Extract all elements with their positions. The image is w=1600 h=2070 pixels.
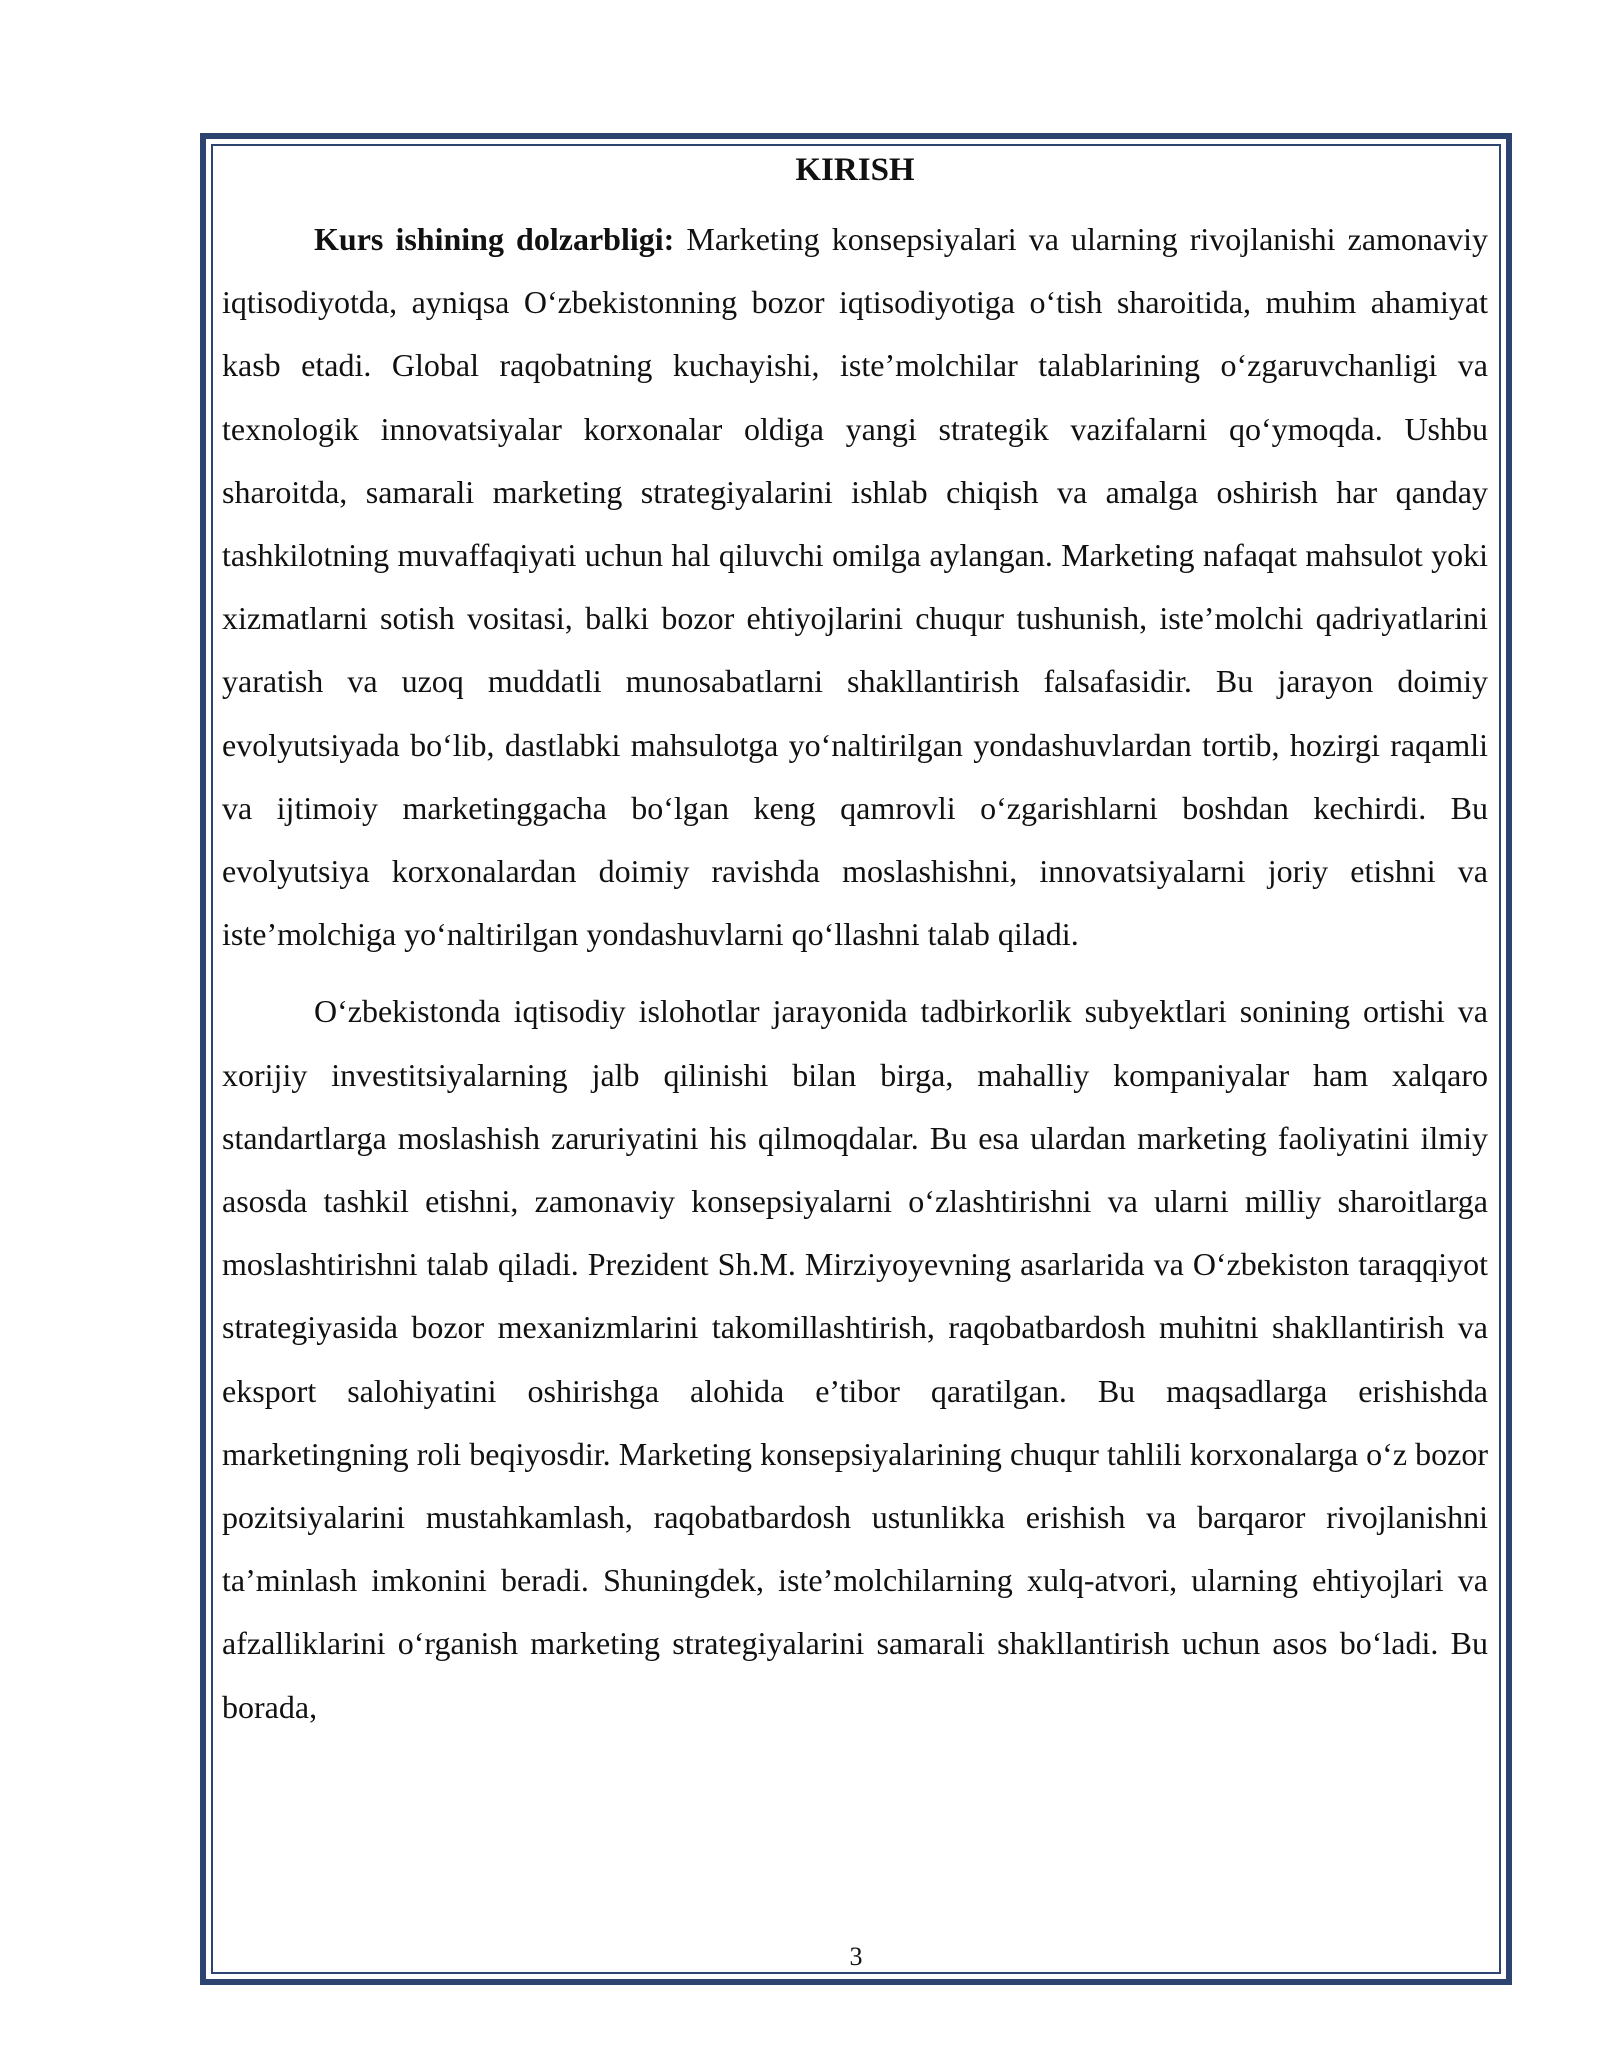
paragraph-relevance	[222, 208, 1488, 966]
page-number: 3	[849, 1942, 863, 1971]
page-content	[222, 146, 1488, 1739]
paragraph-reforms	[222, 980, 1488, 1738]
paragraph-text: O‘zbekistonda iqtisodiy islohotlar jarayonida tadbirkorlik subyektlari sonining ortishi va xorijiy investitsiyalarning jalb qilinishi bilan birga, mahalliy kompaniyalar ham xalqaro standartlarga moslashish zaruriyatini his qilmoqdalar. Bu esa ulardan marketing faoliyatini ilmiy asosda tashkil etishni, zamonaviy konsepsiyalarni o‘zlashtirishni va ularni milliy sharoitlarga moslashtirishni talab qiladi. Prezident Sh.M. Mirziyoyevning asarlarida va O‘zbekiston taraqqiyot strategiyasida bozor mexanizmlarini takomillashtirish, raqobatbardosh muhitni shakllantirish va eksport salohiyatini oshirishga alohida e’tibor qaratilgan. Bu maqsadlarga erishishda marketingning roli beqiyosdir. Marketing konsepsiyalarining chuqur tahlili korxonalarga o‘z bozor pozitsiyalarini mustahkamlash, raqobatbardosh ustunlikka erishish va barqaror rivojlanishni ta’minlash imkonini beradi. Shuningdek, iste’molchilarning xulq-atvori, ularning ehtiyojlari va afzalliklarini o‘rganish marketing strategiyalarini samarali shakllantirish uchun asos bo‘ladi. Bu borada,	[222, 993, 1488, 1725]
paragraph-lead: Kurs ishining dolzarbligi:	[314, 221, 675, 257]
section-heading: KIRISH	[795, 152, 915, 188]
paragraph-text: Marketing konsepsiyalari va ularning rivojlanishi zamonaviy iqtisodiyotda, ayniqsa O‘zbekistonning bozor iqtisodiyotiga o‘tish sharoitida, muhim ahamiyat kasb etadi. Global raqobatning kuchayishi, iste’molchilar talablarining o‘zgaruvchanligi va texnologik innovatsiyalar korxonalar oldiga yangi strategik vazifalarni qo‘ymoqda. Ushbu sharoitda, samarali marketing strategiyalarini ishlab chiqish va amalga oshirish har qanday tashkilotning muvaffaqiyati uchun hal qiluvchi omilga aylangan. Marketing nafaqat mahsulot yoki xizmatlarni sotish vositasi, balki bozor ehtiyojlarini chuqur tushunish, iste’molchi qadriyatlarini yaratish va uzoq muddatli munosabatlarni shakllantirish falsafasidir. Bu jarayon doimiy evolyutsiyada bo‘lib, dastlabki mahsulotga yo‘naltirilgan yondashuvlardan tortib, hozirgi raqamli va ijtimoiy marketinggacha bo‘lgan keng qamrovli o‘zgarishlarni boshdan kechirdi. Bu evolyutsiya korxonalardan doimiy ravishda moslashishni, innovatsiyalarni joriy etishni va iste’molchiga yo‘naltirilgan yondashuvlarni qo‘llashni talab qiladi.	[222, 221, 1489, 953]
